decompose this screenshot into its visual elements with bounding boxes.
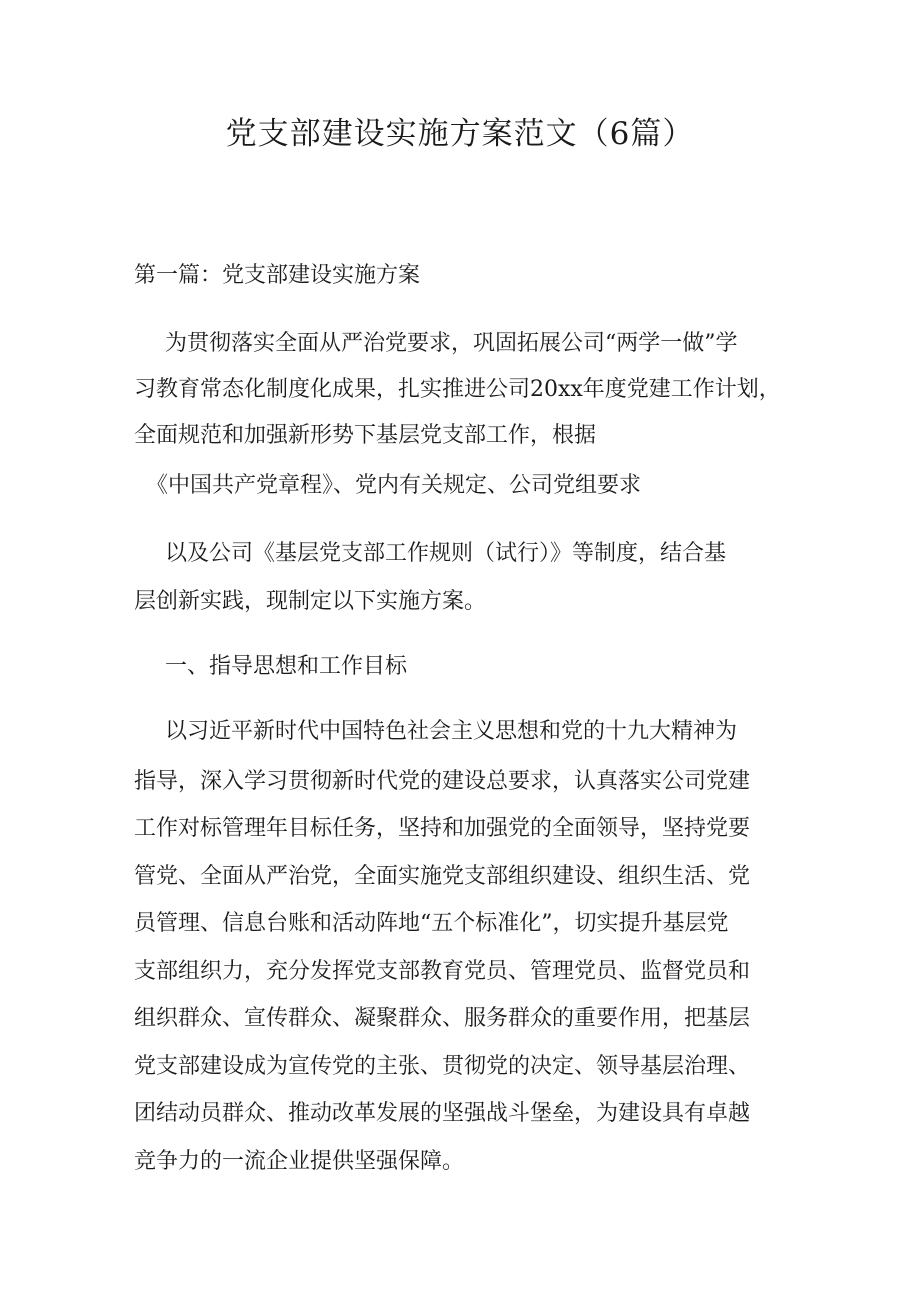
paragraph-line: 层创新实践，现制定以下实施方案。 <box>134 589 487 614</box>
paragraph-line: 全面规范和加强新形势下基层党支部工作，根据 <box>134 423 597 448</box>
paragraph-line: 为贯彻落实全面从严治党要求，巩固拓展公司“两学一做”学 <box>165 331 738 356</box>
document-title: 党支部建设实施方案范文（6篇） <box>225 116 695 152</box>
paragraph-line: 以及公司《基层党支部工作规则（试行）》等制度，结合基 <box>165 541 727 566</box>
paragraph-line: 员管理、信息台账和活动阵地“五个标准化”，切实提升基层党 <box>134 911 729 936</box>
paragraph-line: 团结动员群众、推动改革发展的坚强战斗堡垒，为建设具有卓越 <box>134 1101 751 1126</box>
paragraph-line: 《中国共产党章程》、党内有关规定、公司党组要求 <box>146 473 642 498</box>
paragraph-line: 竞争力的一流企业提供坚强保障。 <box>134 1149 465 1174</box>
paragraph-line: 管党、全面从严治党，全面实施党支部组织建设、组织生活、党 <box>134 864 751 889</box>
chapter-title: 第一篇：党支部建设实施方案 <box>134 263 421 288</box>
paragraph-line: 以习近平新时代中国特色社会主义思想和党的十九大精神为 <box>165 719 738 744</box>
section-title: 一、指导思想和工作目标 <box>165 654 408 679</box>
paragraph-line: 支部组织力，充分发挥党支部教育党员、管理党员、监督党员和 <box>134 959 751 984</box>
paragraph-line: 工作对标管理年目标任务，坚持和加强党的全面领导，坚持党要 <box>134 816 751 841</box>
paragraph-line: 指导，深入学习贯彻新时代党的建设总要求，认真落实公司党建 <box>134 769 751 794</box>
paragraph-line: 党支部建设成为宣传党的主张、贯彻党的决定、领导基层治理、 <box>134 1054 751 1079</box>
paragraph-line: 组织群众、宣传群众、凝聚群众、服务群众的重要作用，把基层 <box>134 1006 751 1031</box>
paragraph-line: 习教育常态化制度化成果，扎实推进公司20xx年度党建工作计划， <box>134 377 781 402</box>
